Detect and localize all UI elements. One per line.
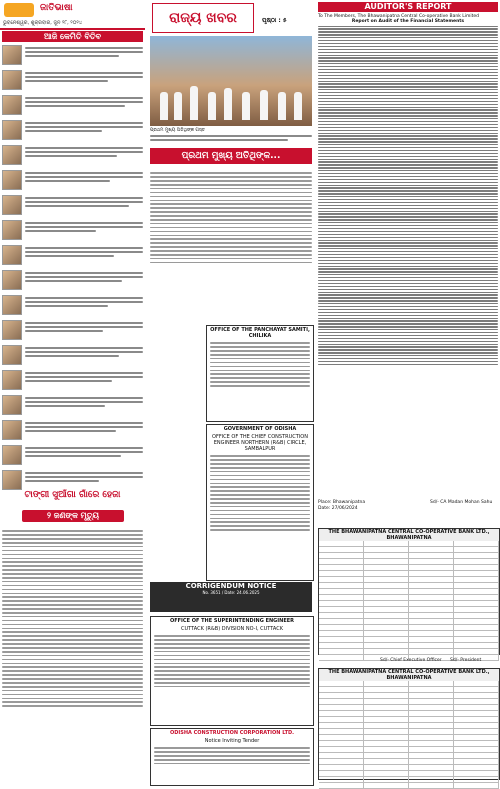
- zodiac-icon: [2, 70, 22, 90]
- list-item: [2, 395, 143, 417]
- zodiac-icon: [2, 145, 22, 165]
- zodiac-icon: [2, 295, 22, 315]
- zodiac-icon: [2, 320, 22, 340]
- list-item: [2, 220, 143, 242]
- left-subheadline: ୨ ଜଣଙ୍କ ମୃତ୍ୟୁ: [22, 510, 124, 522]
- list-item: [2, 195, 143, 217]
- ceo-signature: Sd/- Chief Executive Officer: [380, 658, 442, 663]
- report-date: Date: 27/06/2024: [318, 506, 358, 511]
- zodiac-icon: [2, 345, 22, 365]
- zodiac-icon: [2, 195, 22, 215]
- zodiac-icon: [2, 120, 22, 140]
- list-item: [2, 420, 143, 442]
- center-headline: ପ୍ରଥମ ମୁଖ୍ୟ ଅତିଥିଙ୍କ...: [150, 148, 312, 164]
- auditor-signature: Sd/- CA Madan Mohan Sahu: [430, 500, 493, 505]
- list-item: [2, 45, 143, 67]
- list-item: [2, 70, 143, 92]
- zodiac-icon: [2, 95, 22, 115]
- list-item: [2, 245, 143, 267]
- auditor-report-body: To The Members, The Bhawanipatna Central Co-operative Bank Limited Report on Audit of the Financial Statements: [318, 14, 498, 367]
- photo-caption: ପ୍ରଥମ ମୁଖ୍ୟ ଅତିଥିଙ୍କ ଗସ୍ତ: [150, 128, 312, 143]
- list-item: [2, 95, 143, 117]
- list-item: [2, 445, 143, 467]
- zodiac-icon: [2, 370, 22, 390]
- tender-ad-se: OFFICE OF THE SUPERINTENDING ENGINEER CUTTACK (R&B) DIVISION NO-I, CUTTACK: [150, 616, 314, 726]
- list-item: [2, 145, 143, 167]
- zodiac-icon: [2, 45, 22, 65]
- zodiac-icon: [2, 270, 22, 290]
- page-number: ପୃଷ୍ଠା : ୫: [262, 17, 287, 24]
- left-story-body: [2, 528, 143, 748]
- list-item: [2, 370, 143, 392]
- tender-ad-rnb: GOVERNMENT OF ODISHA OFFICE OF THE CHIEF CONSTRUCTION ENGINEER NORTHERN (R&B) CIRCLE, SAMBALPUR: [206, 424, 314, 581]
- logo-icon: [4, 3, 34, 17]
- masthead-subname: ଜାତିଭାଷା: [40, 3, 73, 13]
- news-photo: [150, 36, 312, 126]
- report-place: Place: Bhawanipatna: [318, 500, 366, 505]
- corrigendum-notice: CORRIGENDUM NOTICE No. 3651 / Date: 24.06.2025: [150, 582, 312, 612]
- list-item: [2, 295, 143, 317]
- masthead: [0, 0, 145, 30]
- tender-ad-panchayat: OFFICE OF THE PANCHAYAT SAMITI, CHILIKA: [206, 325, 314, 422]
- zodiac-icon: [2, 220, 22, 240]
- left-headline: ଟାଙ୍ଗୀ ସୁଆଁଗା ଗାଁରେ ହେଜା: [24, 490, 121, 500]
- date-line: ଭୁବନେଶ୍ୱର, ଶୁକ୍ରବାର, ଜୁନ ୨୮, ୨୦୨୪: [3, 20, 83, 26]
- tender-ad-occ: ODISHA CONSTRUCTION CORPORATION LTD. Notice Inviting Tender: [150, 728, 314, 786]
- list-item: [2, 120, 143, 142]
- zodiac-icon: [2, 395, 22, 415]
- list-item: [2, 470, 143, 492]
- balance-sheet-2: THE BHAWANIPATNA CENTRAL CO-OPERATIVE BANK LTD., BHAWANIPATNA: [318, 668, 500, 780]
- horoscope-list: [2, 45, 143, 495]
- list-item: [2, 345, 143, 367]
- auditor-report-heading: AUDITOR'S REPORT: [318, 2, 498, 12]
- list-item: [2, 320, 143, 342]
- zodiac-icon: [2, 170, 22, 190]
- list-item: [2, 170, 143, 192]
- balance-sheet-1: THE BHAWANIPATNA CENTRAL CO-OPERATIVE BANK LTD., BHAWANIPATNA: [318, 528, 500, 655]
- center-story: [150, 170, 312, 290]
- zodiac-icon: [2, 470, 22, 490]
- list-item: [2, 270, 143, 292]
- zodiac-icon: [2, 245, 22, 265]
- section-title: ଆଜି କେମିତି ବିତିବ: [2, 31, 143, 42]
- president-signature: Sd/- President: [450, 658, 482, 663]
- zodiac-icon: [2, 420, 22, 440]
- zodiac-icon: [2, 445, 22, 465]
- nameplate: ରାଜ୍ୟ ଖବର: [152, 3, 254, 33]
